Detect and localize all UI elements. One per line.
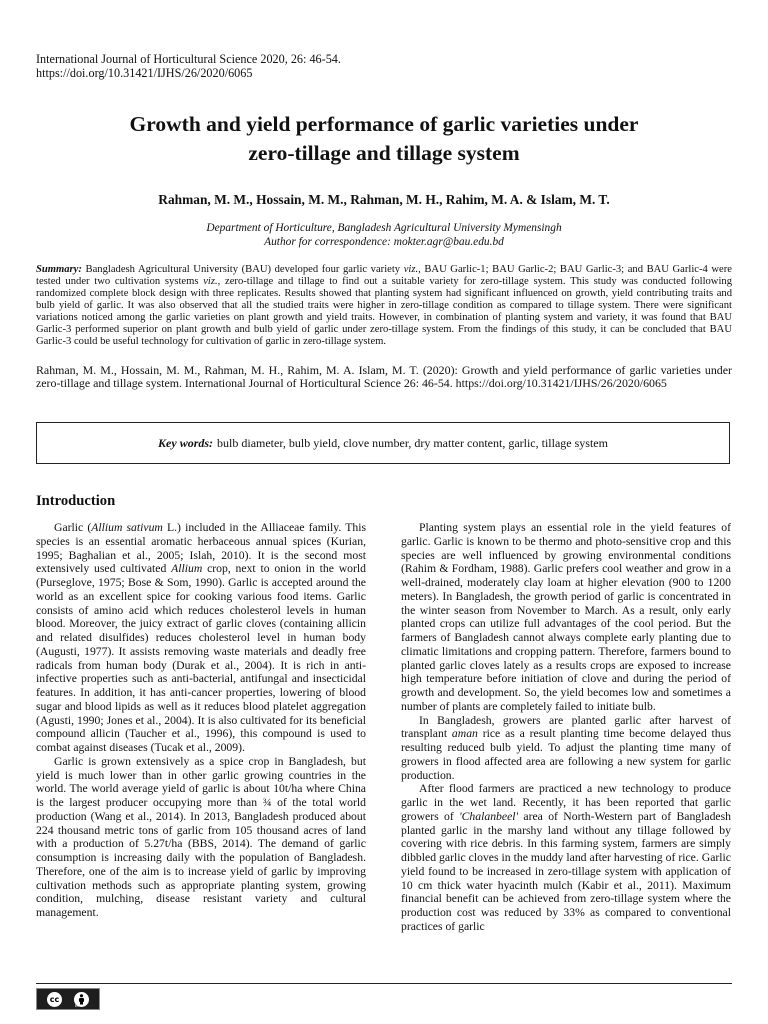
introduction-heading: Introduction [36,493,116,509]
affiliation [40,222,728,249]
intro-p5-text-a: After flood farmers are practiced a new technology to produce garlic in the wet land. Recently, it has been reported that garlic growers of [401,782,731,823]
correspondence: Author for correspondence: mokter.agr@bau.edu.bd [264,235,504,248]
keywords-text: bulb diameter, bulb yield, clove number, dry matter content, garlic, tillage system [217,435,608,450]
place-name: 'Chalanbeel' [459,809,519,823]
summary-text-1: Bangladesh Agricultural University (BAU) developed four garlic variety [81,264,404,275]
intro-paragraph-2: Garlic is grown extensively as a spice crop in Bangladesh, but yield is much lower than in other garlic growing countries in the world. The world average yield of garlic is about 10t/ha where China is the largest producer occupying more than ¾ of the total world production (Wang et al., 2014). In 2013, Bangladesh produced about 224 thousand metric tons of garlic from 105 thousand acres of land with a production of 5.27t/ha (BBS, 2014). The demand of garlic consumption is increasing daily with the population of Bangladesh. Therefore, one of the aim is to increase yield of garlic by improving cultivation methods such as appropriate planting system, growing condition, mulching, disease resistant variety and cultural management. [36,754,366,919]
genus-name: Allium [171,562,203,576]
intro-p1-text-a: Garlic ( [54,521,92,534]
intro-p4-text-a: In Bangladesh, growers are planted garlic after harvest of transplant [401,713,731,741]
summary-text-3: zero-tillage and tillage to find out a suitable variety for zero-tillage system. This study was conducted following randomized complete block design with three replicates. Results showed that planting system had significant influenced on growth, yield contributing traits and bulb yield of garlic. It was also observed that all the studied traits were higher in zero-tillage condition as compared to tillage system. There were significant variations noticed among the garlic varieties on plant growth and yield traits. However, in combination of planting system and variety, it was found that BAU Garlic-3 performed superior on plant growth and bulb yield of garlic under zero-tillage system. From the findings of this study, it can be concluded that BAU Garlic-3 could be useful technology for cultivation of garlic in zero-tillage system. [36,275,732,347]
summary-viz-1: viz., [403,264,421,275]
cc-license-badge[interactable] [36,988,100,1010]
how-to-cite: Rahman, M. M., Hossain, M. M., Rahman, M. H., Rahim, M. A. Islam, M. T. (2020): Growth and yield performance of garlic varieties under zero-tillage and tillage system. International Journal of Horticultural Science 26: 46-54. https://doi.org/10.31421/IJHS/26/2020/6065 [36,363,732,391]
summary-viz-2: viz., [203,275,221,287]
journal-citation-line: International Journal of Horticultural Science 2020, 26: 46-54. [36,52,341,66]
species-name: Allium sativum [91,521,163,534]
right-column [401,521,731,934]
by-label: BY [75,1003,80,1008]
author-list: Rahman, M. M., Hossain, M. M., Rahman, M. H., Rahim, M. A. & Islam, M. T. [158,192,610,207]
summary-abstract [36,264,732,348]
intro-p5-text-b: area of North-Western part of Bangladesh planted garlic in the marshy land without any tillage followed by covering with rice debris. In this farming system, farmers are simply dibbled garlic cloves in the muddy land after harvesting of rice. Garlic yield found to be increased in zero-tillage system with application of 10 cm thick water hyacinth mulch (Kabir et al., 2011). Maximum financial benefit can be achieved from zero-tillage system where the production cost was reduced by 33% as compared to conventional practices of garlic [401,809,731,933]
title-line-2: zero-tillage and tillage system [248,141,520,165]
intro-p1-text-b: L.) included in the Alliaceae family. This species is an essential aromatic herbaceous annual spices (Kurian, 1995; Baghalian et al., 2005; Islah, 2010). It is the second most extensively used cultivated [36,521,367,576]
intro-paragraph-4 [401,714,731,783]
aman-term: aman [451,727,478,741]
title-line-1: Growth and yield performance of garlic varieties under [129,112,639,136]
paper-title [40,110,728,168]
intro-paragraph-3: Planting system plays an essential role in the yield features of garlic. Garlic is known to be thermo and photo-sensitive crop and this species are well influenced by growing environmental conditions (Rahim & Fordham, 1988). Garlic prefers cool weather and grow in a well-drained, moderately clay loam at higher elevation (900 to 1200 meters). In Bangladesh, the growth period of garlic is concentrated in the winter season from November to March. As a result, only early planted crops can utilize full advantages of the cool period. But the farmers of Bangladesh cannot always complete early planting due to climatic limitations and cropping pattern. Therefore, farmers bound to planted garlic cloves lately as a results crops are exposed to increase high temperature before initiation of clove and during the period of growth and development. So, the yield becomes low and sometimes a number of plants are completely failed to initiate bulb. [401,521,731,713]
intro-paragraph-5 [401,782,731,933]
intro-p1-text-c: crop, next to onion in the world (Purseglove, 1975; Bose & Som, 1990). Garlic is accepted around the world as an excellent spice for cooking various food items. Garlic consists of amino acid which reduces cholesterol levels in human blood. Moreover, the juicy extract of garlic cloves (containing allicin and related disulfides) reduces cholesterol level in human body (Augusti, 1977). It assists removing waste materials and deadly free radicals from human body (Durak et al., 2004). It is rich in anti-infective properties such as anti-bacterial, antifungal and insecticidal features. In addition, it has anti-cancer properties, lowering of blood sugar and blood lipids as well as it reduces blood platelet aggregation (Agusti, 1990; Jones et al., 2004). It is also cultivated for its beneficial compound allicin (Taucher et al., 1996), this compound is used to combat against diseases (Tucak et al., 2009). [36,562,366,754]
intro-paragraph-1 [36,521,366,755]
keywords-box [36,422,730,464]
journal-reference [36,52,341,80]
summary-text-2: BAU Garlic-1; BAU Garlic-2; BAU Garlic-3; and BAU Garlic-4 were tested under two cultivation systems [36,264,732,287]
keywords-label: Key words: [158,435,214,450]
left-column [36,521,366,920]
footer-rule [36,983,732,984]
cc-icon: cc [47,992,62,1007]
intro-p4-text-b: rice as a result planting time become delayed thus resulting reduced bulb yield. To adjust the planting time many of growers in flood affected area are following a new system for garlic production. [401,727,731,782]
summary-label: Summary: [36,264,82,275]
department: Department of Horticulture, Bangladesh Agricultural University Mymensingh [206,222,562,234]
journal-doi-link[interactable]: https://doi.org/10.31421/IJHS/26/2020/6065 [36,66,253,80]
